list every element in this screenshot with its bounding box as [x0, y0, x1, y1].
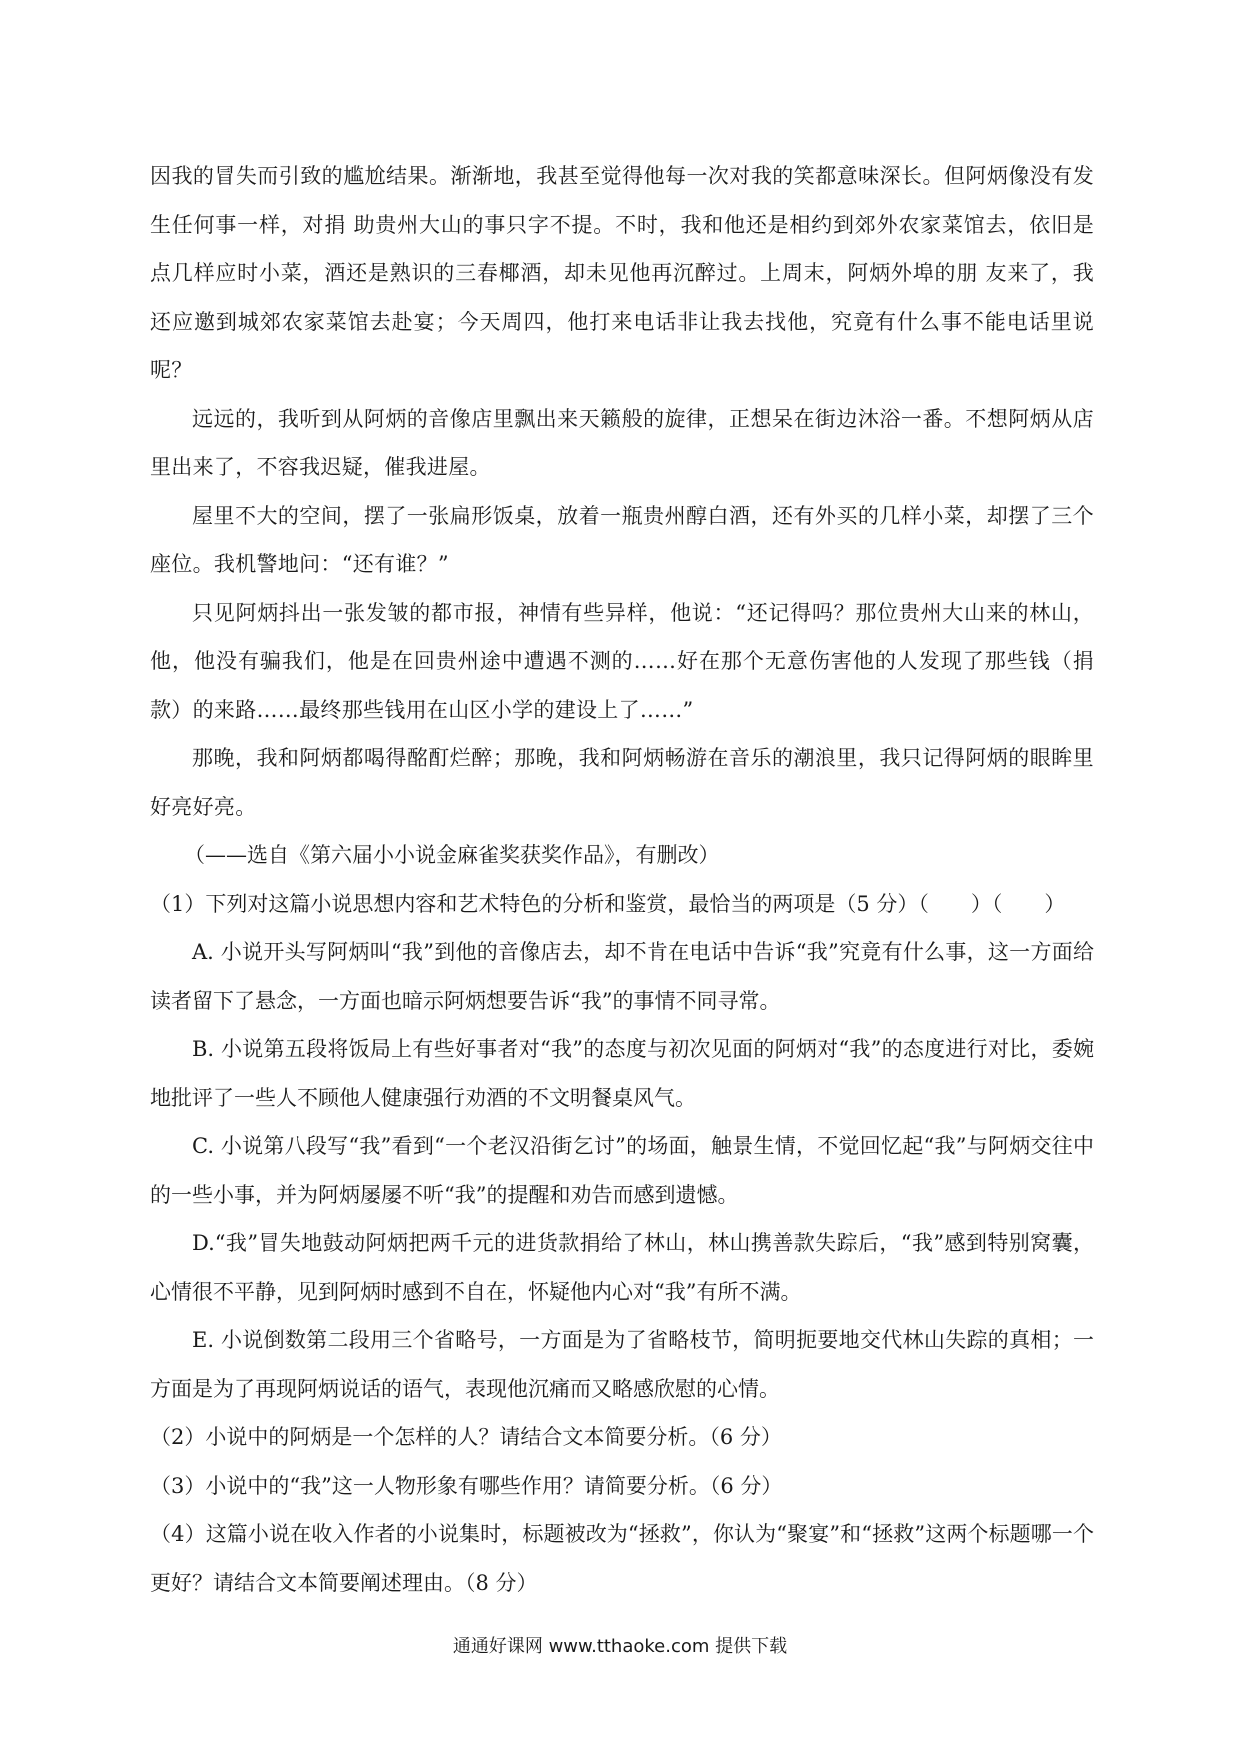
option-c: C. 小说第八段写“我”看到“一个老汉沿街乞讨”的场面，触景生情，不觉回忆起“我”与阿炳交往中的一些小事，并为阿炳屡屡不听“我”的提醒和劝告而感到遗憾。: [150, 1134, 1094, 1207]
story-paragraph-1: 因我的冒失而引致的尴尬结果。渐渐地，我甚至觉得他每一次对我的笑都意味深长。但阿炳像没有发生任何事一样，对捐 助贵州大山的事只字不提。不时，我和他还是相约到郊外农家菜馆去，依旧是点几样应时小菜，酒还是熟识的三春椰酒，却未见他再沉醉过。上周末，阿炳外埠的朋 友来了，我还应邀到城郊农家菜馆去赴宴；今天周四，他打来电话非让我去找他，究竟有什么事不能电话里说呢？: [150, 164, 1094, 382]
story-paragraph-2: 远远的，我听到从阿炳的音像店里飘出来天籁般的旋律，正想呆在街边沐浴一番。不想阿炳从店里出来了，不容我迟疑，催我进屋。: [150, 406, 1094, 479]
page-footer: 通通好课网 www.tthaoke.com 提供下载: [452, 1636, 788, 1657]
source-citation: （——选自《第六届小小说金麻雀奖获奖作品》，有删改）: [184, 843, 720, 867]
story-paragraph-3: 屋里不大的空间，摆了一张扁形饭桌，放着一瓶贵州醇白酒，还有外买的几样小菜，却摆了三个座位。我机警地问：“还有谁？”: [150, 503, 1094, 576]
option-b: B. 小说第五段将饭局上有些好事者对“我”的态度与初次见面的阿炳对“我”的态度进行对比，委婉地批评了一些人不顾他人健康强行劝酒的不文明餐桌风气。: [150, 1037, 1094, 1110]
document-body: [150, 152, 1094, 1607]
question-2: （2）小说中的阿炳是一个怎样的人？请结合文本简要分析。（6 分）: [150, 1425, 782, 1449]
option-a: A. 小说开头写阿炳叫“我”到他的音像店去，却不肯在电话中告诉“我”究竟有什么事，这一方面给读者留下了悬念，一方面也暗示阿炳想要告诉“我”的事情不同寻常。: [150, 940, 1094, 1013]
question-1: （1）下列对这篇小说思想内容和艺术特色的分析和鉴赏，最恰当的两项是（5 分）（ ）（ ）: [150, 891, 1066, 916]
question-3: （3）小说中的“我”这一人物形象有哪些作用？请简要分析。（6 分）: [150, 1473, 783, 1498]
option-e: E. 小说倒数第二段用三个省略号，一方面是为了省略枝节，简明扼要地交代林山失踪的真相；一方面是为了再现阿炳说话的语气，表现他沉痛而又略感欣慰的心情。: [150, 1328, 1094, 1401]
option-d: D.“我”冒失地鼓动阿炳把两千元的进货款捐给了林山，林山携善款失踪后，“我”感到特别窝囊，心情很不平静，见到阿炳时感到不自在，怀疑他内心对“我”有所不满。: [150, 1231, 1094, 1304]
question-4: （4）这篇小说在收入作者的小说集时，标题被改为“拯救”，你认为“聚宴”和“拯救”这两个标题哪一个更好？请结合文本简要阐述理由。（8 分）: [150, 1522, 1094, 1595]
story-paragraph-4: 只见阿炳抖出一张发皱的都市报，神情有些异样，他说：“还记得吗？那位贵州大山来的林山，他，他没有骗我们，他是在回贵州途中遭遇不测的……好在那个无意伤害他的人发现了那些钱（捐款）的来路……最终那些钱用在山区小学的建设上了……”: [150, 600, 1094, 722]
story-paragraph-5: 那晚，我和阿炳都喝得酩酊烂醉；那晚，我和阿炳畅游在音乐的潮浪里，我只记得阿炳的眼眸里好亮好亮。: [150, 746, 1094, 819]
